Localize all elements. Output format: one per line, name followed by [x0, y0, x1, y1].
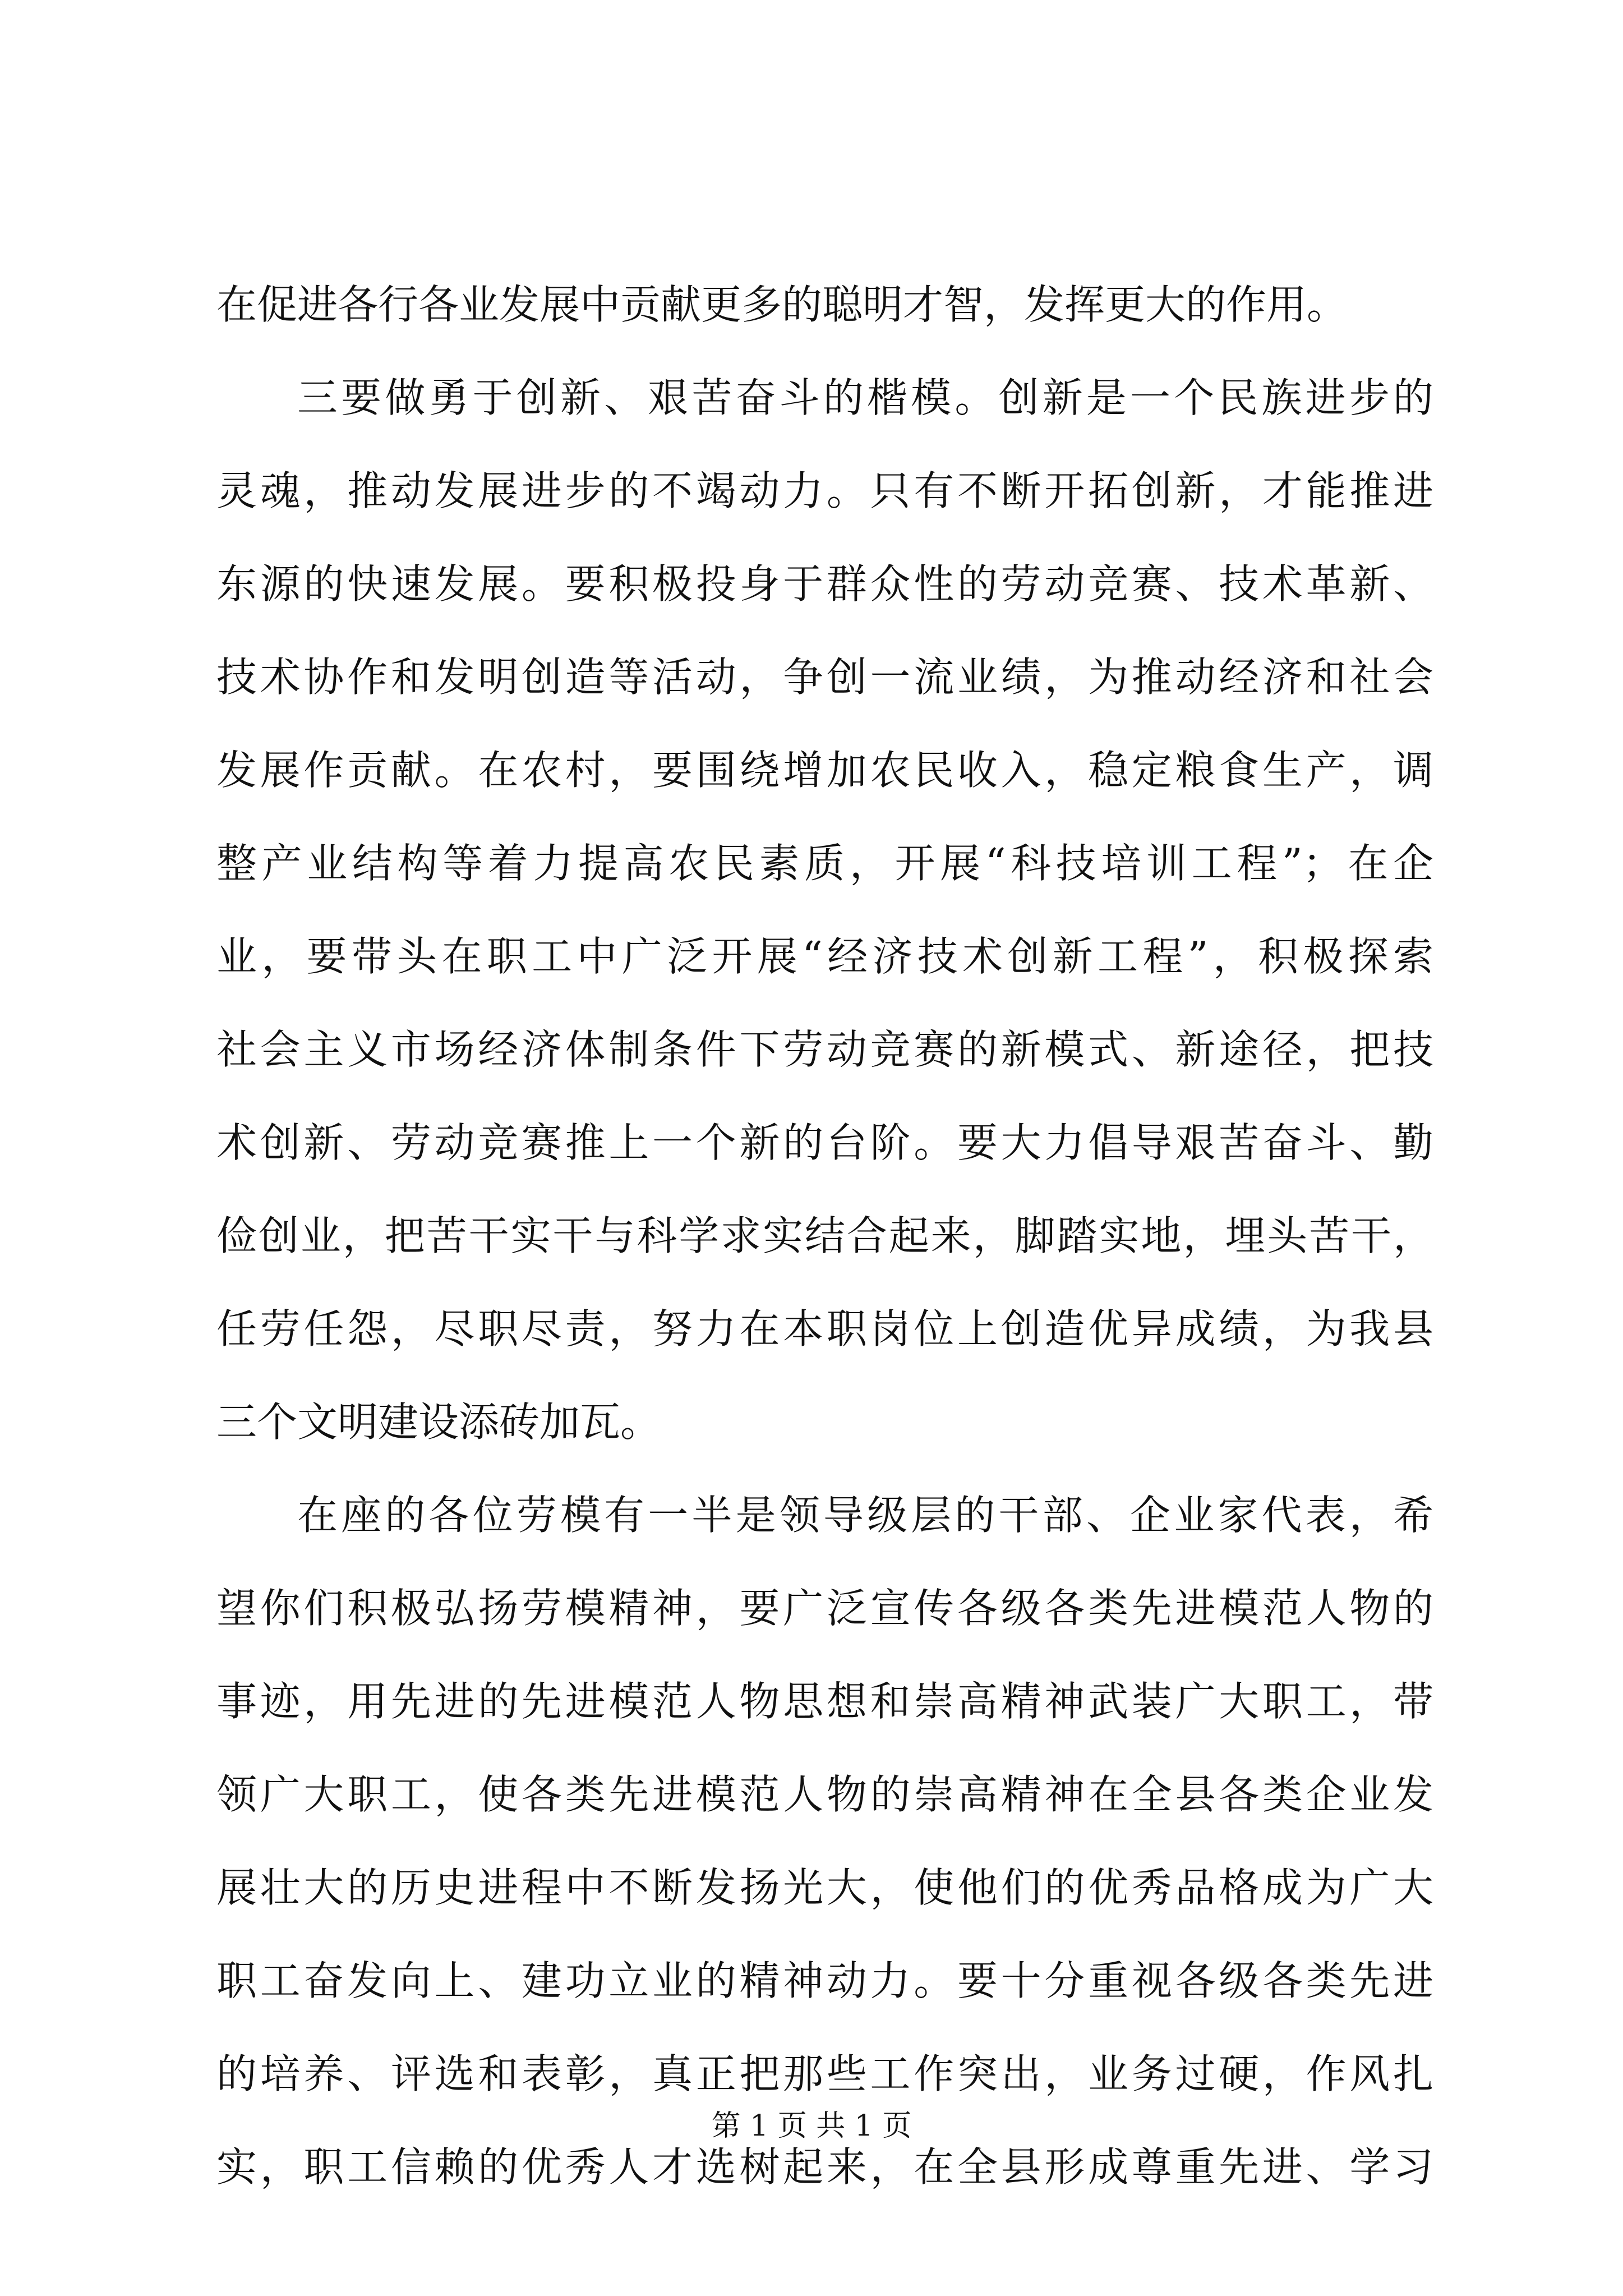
- text-line: 在座的各位劳模有一半是领导级层的干部、企业家代表，希: [297, 1492, 1433, 1539]
- text-line: 东源的快速发展。要积极投身于群众性的劳动竞赛、技术革新、: [216, 560, 1433, 608]
- text-line: 整产业结构等着力提高农民素质，开展“科技培训工程”；在企: [216, 840, 1433, 887]
- text-line: 在促进各行各业发展中贡献更多的聪明才智，发挥更大的作用。: [216, 281, 1348, 328]
- text-line: 展壮大的历史进程中不断发扬光大，使他们的优秀品格成为广大: [216, 1864, 1433, 1911]
- text-line: 三个文明建设添砖加瓦。: [216, 1398, 661, 1446]
- text-line: 实，职工信赖的优秀人才选树起来，在全县形成尊重先进、学习: [216, 2143, 1433, 2191]
- text-line: 术创新、劳动竞赛推上一个新的台阶。要大力倡导艰苦奋斗、勤: [216, 1119, 1433, 1166]
- text-line: 灵魂，推动发展进步的不竭动力。只有不断开拓创新，才能推进: [216, 467, 1433, 514]
- text-line: 技术协作和发明创造等活动，争创一流业绩，为推动经济和社会: [216, 654, 1433, 701]
- text-line: 任劳任怨，尽职尽责，努力在本职岗位上创造优异成绩，为我县: [216, 1305, 1433, 1352]
- page-footer: 第 1 页 共 1 页: [711, 2109, 912, 2143]
- text-line: 三要做勇于创新、艰苦奋斗的楷模。创新是一个民族进步的: [297, 374, 1433, 421]
- text-line: 领广大职工，使各类先进模范人物的崇高精神在全县各类企业发: [216, 1771, 1433, 1818]
- text-line: 事迹，用先进的先进模范人物思想和崇高精神武装广大职工，带: [216, 1678, 1433, 1725]
- text-line: 的培养、评选和表彰，真正把那些工作突出，业务过硬，作风扎: [216, 2050, 1433, 2097]
- text-line: 职工奋发向上、建功立业的精神动力。要十分重视各级各类先进: [216, 1957, 1433, 2004]
- text-line: 俭创业，把苦干实干与科学求实结合起来，脚踏实地，埋头苦干，: [216, 1212, 1433, 1259]
- text-line: 社会主义市场经济体制条件下劳动竞赛的新模式、新途径，把技: [216, 1026, 1433, 1073]
- text-line: 望你们积极弘扬劳模精神，要广泛宣传各级各类先进模范人物的: [216, 1585, 1433, 1632]
- text-line: 业，要带头在职工中广泛开展“经济技术创新工程”，积极探索: [216, 933, 1433, 980]
- text-line: 发展作贡献。在农村，要围绕增加农民收入，稳定粮食生产，调: [216, 747, 1433, 794]
- document-body: [216, 258, 1433, 2214]
